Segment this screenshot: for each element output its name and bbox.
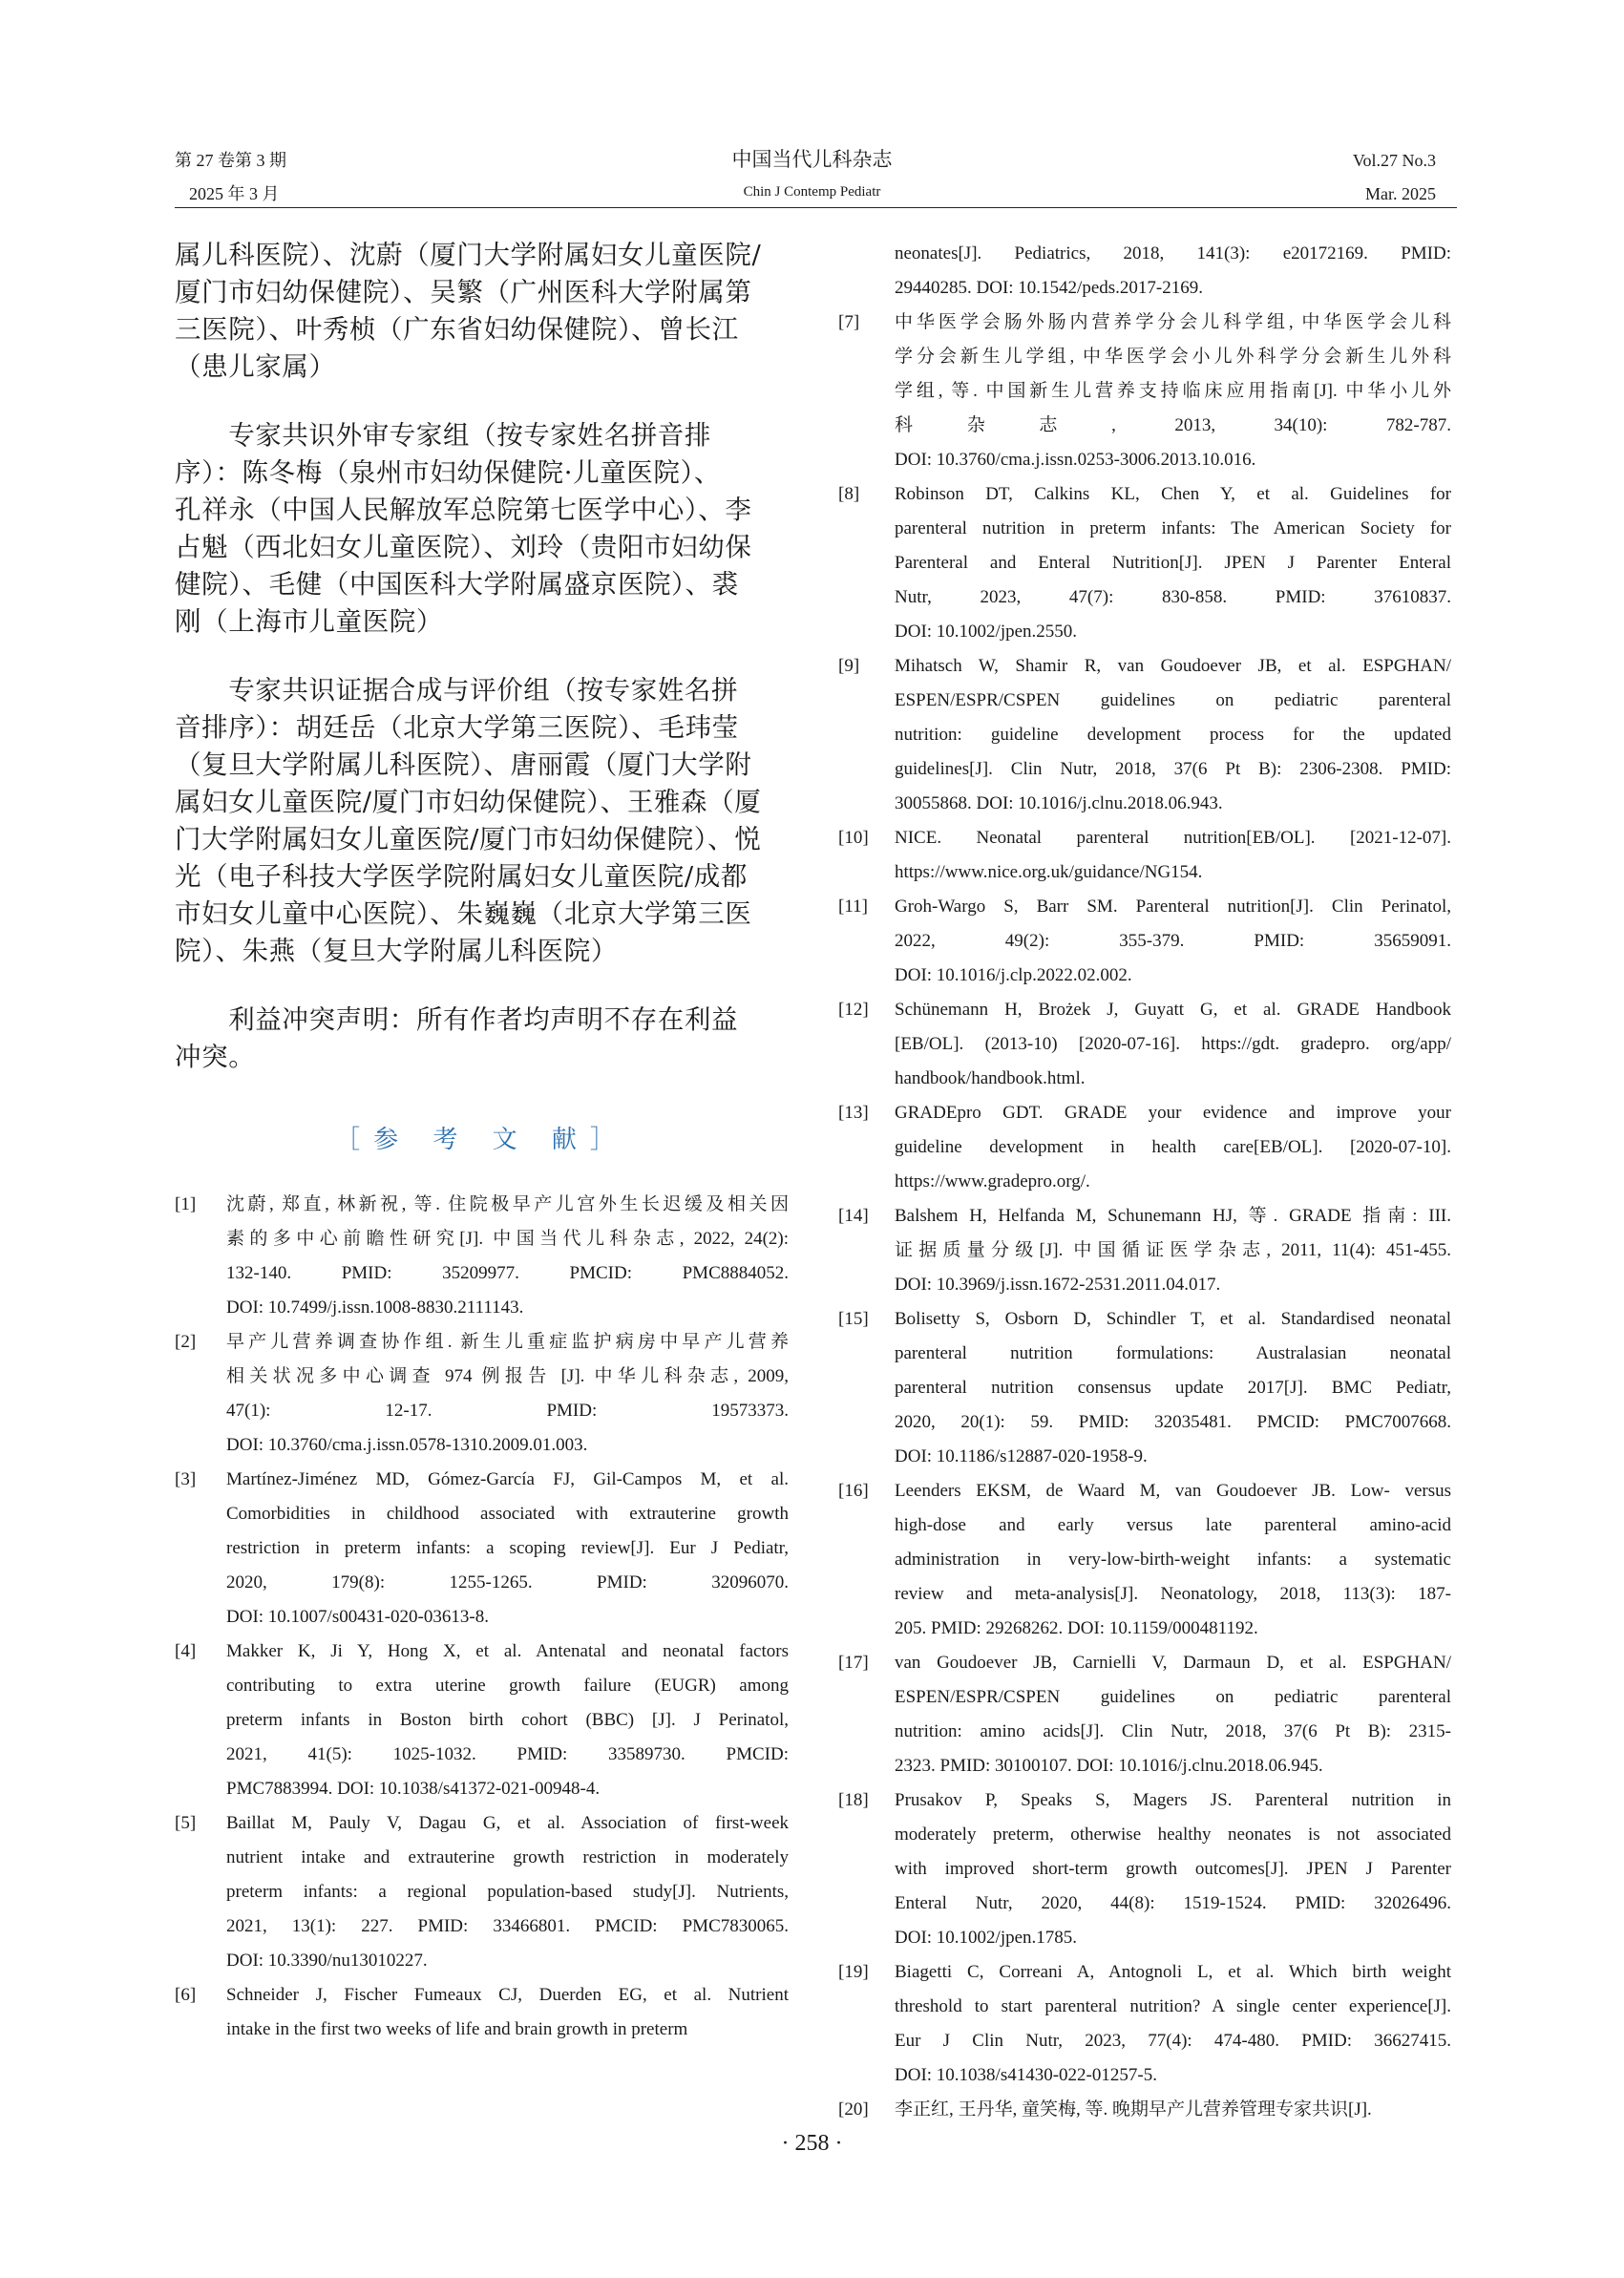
reference-number: [17] (838, 1653, 869, 1673)
text-line: [EB/OL]. (2013-10) [2020-07-16]. https://gdt. gradepro. org/app/ (895, 1034, 1451, 1054)
text-line: nutrient intake and extrauterine growth restriction in moderately (226, 1847, 789, 1867)
text-line: 中华医学会肠外肠内营养学分会儿科学组, 中华医学会儿科 (895, 312, 1451, 332)
text-line: preterm infants in Boston birth cohort (BBC) [J]. J Perinatol, (226, 1710, 789, 1730)
text-line: 光（电子科技大学医学院附属妇女儿童医院/成都 (175, 861, 748, 892)
text-line: 2020, 20(1): 59. PMID: 32035481. PMCID: PMC7007668. (895, 1412, 1451, 1432)
text-line: 证据质量分级[J]. 中国循证医学杂志, 2011, 11(4): 451-455. (895, 1240, 1451, 1260)
text-line: 2020, 179(8): 1255-1265. PMID: 32096070. (226, 1572, 789, 1592)
reference-text (895, 477, 1451, 649)
reference-number: [11] (838, 896, 868, 917)
text-line: 冲突。 (175, 1042, 256, 1072)
text-line: 相关状况多中心调查 974 例报告 [J]. 中华儿科杂志, 2009, (226, 1366, 789, 1386)
text-line: neonates[J]. Pediatrics, 2018, 141(3): e20172169. PMID: (895, 243, 1451, 264)
reference-item (175, 1463, 789, 1635)
text-line: intake in the first two weeks of life and brain growth in preterm (226, 2019, 688, 2039)
text-line: threshold to start parenteral nutrition? A single center experience[J]. (895, 1996, 1451, 2016)
running-header (0, 0, 1624, 202)
text-line: DOI: 10.1002/jpen.2550. (895, 622, 1078, 642)
text-line: Baillat M, Pauly V, Dagau G, et al. Association of first-week (226, 1813, 789, 1833)
text-line: 占魁（西北妇女儿童医院）、刘玲（贵阳市妇幼保 (175, 532, 752, 562)
reference-text (226, 1635, 789, 1806)
text-line: 2323. PMID: 30100107. DOI: 10.1016/j.clnu.2018.06.945. (895, 1756, 1323, 1776)
text-line: PMC7883994. DOI: 10.1038/s41372-021-00948-4. (226, 1779, 601, 1799)
text-line: DOI: 10.1007/s00431-020-03613-8. (226, 1607, 489, 1627)
text-line: 学组, 等. 中国新生儿营养支持临床应用指南[J]. 中华小儿外 (895, 381, 1451, 401)
text-line: 三医院）、叶秀桢（广东省妇幼保健院）、曾长江 (175, 314, 739, 345)
reference-number: [16] (838, 1481, 869, 1501)
reference-item (175, 1635, 789, 1806)
conflict-of-interest (175, 1002, 789, 1076)
reference-text (895, 821, 1451, 890)
text-line: GRADEpro GDT. GRADE your evidence and improve your (895, 1103, 1451, 1123)
reference-number: [6] (175, 1985, 197, 2005)
reference-item (838, 890, 1451, 993)
reference-item (838, 649, 1451, 821)
text-line: 孔祥永（中国人民解放军总院第七医学中心）、李 (175, 495, 752, 525)
left-column (175, 237, 789, 2047)
reference-text (226, 1806, 789, 1978)
reference-text (895, 649, 1451, 821)
text-line: DOI: 10.7499/j.issn.1008-8830.2111143. (226, 1297, 524, 1318)
text-line: （患儿家属） (175, 351, 336, 382)
text-line: https://www.gradepro.org/. (895, 1171, 1090, 1192)
reference-item (838, 1096, 1451, 1199)
text-line: 2022, 49(2): 355-379. PMID: 35659091. (895, 931, 1451, 951)
text-line: high-dose and early versus late parenteral amino-acid (895, 1515, 1451, 1535)
evidence-synthesis-group (175, 672, 789, 970)
reference-text (895, 2093, 1451, 2127)
reference-item (838, 1955, 1451, 2093)
text-line: 2021, 13(1): 227. PMID: 33466801. PMCID: PMC7830065. (226, 1916, 789, 1936)
text-line: NICE. Neonatal parenteral nutrition[EB/OL]. [2021-12-07]. (895, 828, 1451, 848)
text-line: guideline development in health care[EB/OL]. [2020-07-10]. (895, 1137, 1451, 1157)
reference-text (895, 890, 1451, 993)
right-column (838, 237, 1451, 2127)
reference-text (226, 1325, 789, 1463)
journal-title-en: Chin J Contemp Pediatr (743, 184, 881, 200)
text-line: 属儿科医院）、沈蔚（厦门大学附属妇女儿童医院/ (175, 240, 762, 270)
text-line: DOI: 10.1038/s41430-022-01257-5. (895, 2065, 1157, 2085)
reference-number: [7] (838, 312, 860, 332)
volume-issue: 第 27 卷第 3 期 (175, 151, 286, 170)
reference-item (838, 477, 1451, 649)
reference-number: [15] (838, 1309, 869, 1329)
text-line: DOI: 10.1186/s12887-020-1958-9. (895, 1446, 1148, 1466)
reference-item (838, 1474, 1451, 1646)
reference-number: [4] (175, 1641, 197, 1661)
text-line: ESPEN/ESPR/CSPEN guidelines on pediatric parenteral (895, 690, 1451, 710)
text-line: Groh-Wargo S, Barr SM. Parenteral nutrition[J]. Clin Perinatol, (895, 896, 1451, 917)
text-line: Balshem H, Helfanda M, Schunemann HJ, 等. GRADE 指南: III. (895, 1206, 1451, 1226)
text-line: Leenders EKSM, de Waard M, van Goudoever JB. Low- versus (895, 1481, 1451, 1501)
issue-date-en: Mar. 2025 (1365, 184, 1436, 203)
text-line: 门大学附属妇女儿童医院/厦门市妇幼保健院）、悦 (175, 824, 762, 854)
reference-item (838, 821, 1451, 890)
references-heading: ［参 考 文 献］ (335, 1126, 628, 1154)
text-line: DOI: 10.1016/j.clp.2022.02.002. (895, 965, 1132, 985)
reference-item (838, 1302, 1451, 1474)
text-line: 沈蔚, 郑直, 林新祝, 等. 住院极早产儿宫外生长迟缓及相关因 (226, 1194, 789, 1214)
reference-text (895, 1646, 1451, 1783)
text-line: contributing to extra uterine growth failure (EUGR) among (226, 1676, 789, 1696)
reference-text (895, 1302, 1451, 1474)
reference-text (895, 1955, 1451, 2093)
text-line: preterm infants: a regional population-based study[J]. Nutrients, (226, 1882, 789, 1902)
text-line: moderately preterm, otherwise healthy neonates is not associated (895, 1825, 1451, 1845)
reference-item (838, 1646, 1451, 1783)
reference-number: [2] (175, 1332, 197, 1352)
text-line: Makker K, Ji Y, Hong X, et al. Antenatal and neonatal factors (226, 1641, 789, 1661)
reference-item (838, 1783, 1451, 1955)
text-line: Biagetti C, Correani A, Antognoli L, et al. Which birth weight (895, 1962, 1451, 1982)
reference-number: [9] (838, 656, 860, 676)
text-line: DOI: 10.3760/cma.j.issn.0578-1310.2009.01.003. (226, 1435, 588, 1455)
text-line: 专家共识外审专家组（按专家姓名拼音排 (175, 420, 711, 451)
reference-number: [20] (838, 2099, 869, 2120)
text-line: with improved short-term growth outcomes[J]. JPEN J Parenter (895, 1859, 1451, 1879)
external-review-group (175, 417, 789, 641)
text-line: 132-140. PMID: 35209977. PMCID: PMC8884052. (226, 1263, 789, 1283)
reference-number: [3] (175, 1469, 197, 1489)
text-line: DOI: 10.1002/jpen.1785. (895, 1928, 1078, 1948)
text-line: 学分会新生儿学组, 中华医学会小儿外科学分会新生儿外科 (895, 347, 1451, 367)
text-line: 院）、朱燕（复旦大学附属儿科医院） (175, 936, 618, 966)
text-line: 刚（上海市儿童医院） (175, 606, 443, 637)
text-line: Nutr, 2023, 47(7): 830-858. PMID: 37610837. (895, 587, 1451, 607)
reference-item (175, 1188, 789, 1325)
text-line: 30055868. DOI: 10.1016/j.clnu.2018.06.943. (895, 793, 1223, 813)
text-line: Eur J Clin Nutr, 2023, 77(4): 474-480. PMID: 36627415. (895, 2031, 1451, 2051)
reference-text (895, 1096, 1451, 1199)
reference-number: [14] (838, 1206, 869, 1226)
text-line: parenteral nutrition in preterm infants: The American Society for (895, 518, 1451, 538)
reference-item (838, 2093, 1451, 2127)
reference-number: [13] (838, 1103, 869, 1123)
text-line: 属妇女儿童医院/厦门市妇幼保健院）、王雅森（厦 (175, 787, 762, 817)
volume-issue-en: Vol.27 No.3 (1352, 151, 1436, 170)
text-line: Enteral Nutr, 2020, 44(8): 1519-1524. PMID: 32026496. (895, 1893, 1451, 1913)
text-line: 2021, 41(5): 1025-1032. PMID: 33589730. PMCID: (226, 1744, 789, 1764)
text-line: Parenteral and Enteral Nutrition[J]. JPEN J Parenter Enteral (895, 553, 1451, 573)
text-line: nutrition: guideline development process for the updated (895, 725, 1451, 745)
reference-number: [18] (838, 1790, 869, 1810)
text-line: DOI: 10.3969/j.issn.1672-2531.2011.04.017. (895, 1275, 1221, 1295)
text-line: nutrition: amino acids[J]. Clin Nutr, 2018, 37(6 Pt B): 2315- (895, 1721, 1451, 1741)
text-line: 29440285. DOI: 10.1542/peds.2017-2169. (895, 278, 1203, 298)
reference-number: [10] (838, 828, 869, 848)
text-line: （复旦大学附属儿科医院）、唐丽霞（厦门大学附 (175, 749, 752, 780)
author-affiliations-continued (175, 237, 789, 386)
text-line: 厦门市妇幼保健院）、吴繁（广州医科大学附属第 (175, 277, 752, 307)
text-line: parenteral nutrition formulations: Australasian neonatal (895, 1343, 1451, 1363)
reference-item (175, 1978, 789, 2047)
text-line: 市妇女儿童中心医院）、朱巍巍（北京大学第三医 (175, 898, 752, 929)
text-line: parenteral nutrition consensus update 2017[J]. BMC Pediatr, (895, 1378, 1451, 1398)
reference-item (838, 1199, 1451, 1302)
reference-text (895, 1474, 1451, 1646)
text-line: Comorbidities in childhood associated with extrauterine growth (226, 1504, 789, 1524)
text-line: 序）：陈冬梅（泉州市妇幼保健院·儿童医院）、 (175, 457, 721, 488)
reference-text (895, 306, 1451, 477)
text-line: DOI: 10.3390/nu13010227. (226, 1951, 428, 1971)
reference-number: [19] (838, 1962, 869, 1982)
reference-item (838, 993, 1451, 1096)
text-line: Martínez-Jiménez MD, Gómez-García FJ, Gil-Campos M, et al. (226, 1469, 789, 1489)
text-line: 利益冲突声明：所有作者均声明不存在利益 (175, 1004, 739, 1035)
text-line: Schünemann H, Brożek J, Guyatt G, et al. GRADE Handbook (895, 1000, 1451, 1020)
text-line: 早产儿营养调查协作组. 新生儿重症监护病房中早产儿营养 (226, 1332, 789, 1352)
reference-item (175, 1325, 789, 1463)
text-line: restriction in preterm infants: a scoping review[J]. Eur J Pediatr, (226, 1538, 789, 1558)
reference-text (895, 1199, 1451, 1302)
reference-text (226, 1188, 789, 1325)
reference-number: [5] (175, 1813, 197, 1833)
text-line: administration in very-low-birth-weight infants: a systematic (895, 1550, 1451, 1570)
reference-list (838, 306, 1451, 2127)
text-line: 47(1): 12-17. PMID: 19573373. (226, 1401, 789, 1421)
text-line: review and meta-analysis[J]. Neonatology, 2018, 113(3): 187- (895, 1584, 1451, 1604)
reference-text (226, 1463, 789, 1635)
reference-number: [12] (838, 1000, 869, 1020)
text-line: Schneider J, Fischer Fumeaux CJ, Duerden EG, et al. Nutrient (226, 1985, 789, 2005)
text-line: 音排序）：胡廷岳（北京大学第三医院）、毛玮莹 (175, 712, 739, 743)
text-line: https://www.nice.org.uk/guidance/NG154. (895, 862, 1203, 882)
text-line: Robinson DT, Calkins KL, Chen Y, et al. Guidelines for (895, 484, 1451, 504)
reference-number: [8] (838, 484, 860, 504)
text-line: Bolisetty S, Osborn D, Schindler T, et al. Standardised neonatal (895, 1309, 1451, 1329)
reference-text (895, 993, 1451, 1096)
reference-text (226, 1978, 789, 2047)
text-line: 205. PMID: 29268262. DOI: 10.1159/000481192. (895, 1618, 1258, 1638)
text-line: guidelines[J]. Clin Nutr, 2018, 37(6 Pt B): 2306-2308. PMID: (895, 759, 1451, 779)
text-line: ESPEN/ESPR/CSPEN guidelines on pediatric parenteral (895, 1687, 1451, 1707)
text-line: Mihatsch W, Shamir R, van Goudoever JB, et al. ESPGHAN/ (895, 656, 1451, 676)
text-line: handbook/handbook.html. (895, 1068, 1086, 1088)
reference-number: [1] (175, 1194, 197, 1214)
text-line: van Goudoever JB, Carnielli V, Darmaun D, et al. ESPGHAN/ (895, 1653, 1451, 1673)
journal-title-zh: 中国当代儿科杂志 (731, 148, 893, 171)
header-rule (175, 207, 1457, 208)
text-line: 专家共识证据合成与评价组（按专家姓名拼 (175, 675, 739, 706)
reference-text (895, 1783, 1451, 1955)
text-line: DOI: 10.3760/cma.j.issn.0253-3006.2013.10.016. (895, 450, 1256, 470)
page-number: · 258 · (781, 2131, 843, 2156)
text-line: 李正红, 王丹华, 童笑梅, 等. 晚期早产儿营养管理专家共识[J]. (895, 2099, 1372, 2120)
text-line: 科杂志, 2013, 34(10): 782-787. (895, 415, 1451, 435)
reference-item (838, 306, 1451, 477)
text-line: Prusakov P, Speaks S, Magers JS. Parenteral nutrition in (895, 1790, 1451, 1810)
reference-item (175, 1806, 789, 1978)
reference-list (175, 1188, 789, 2047)
issue-date: 2025 年 3 月 (189, 184, 280, 203)
text-line: 素的多中心前瞻性研究[J]. 中国当代儿科杂志, 2022, 24(2): (226, 1229, 789, 1249)
text-line: 健院）、毛健（中国医科大学附属盛京医院）、裘 (175, 569, 739, 600)
reference-6-continued (838, 237, 1451, 306)
